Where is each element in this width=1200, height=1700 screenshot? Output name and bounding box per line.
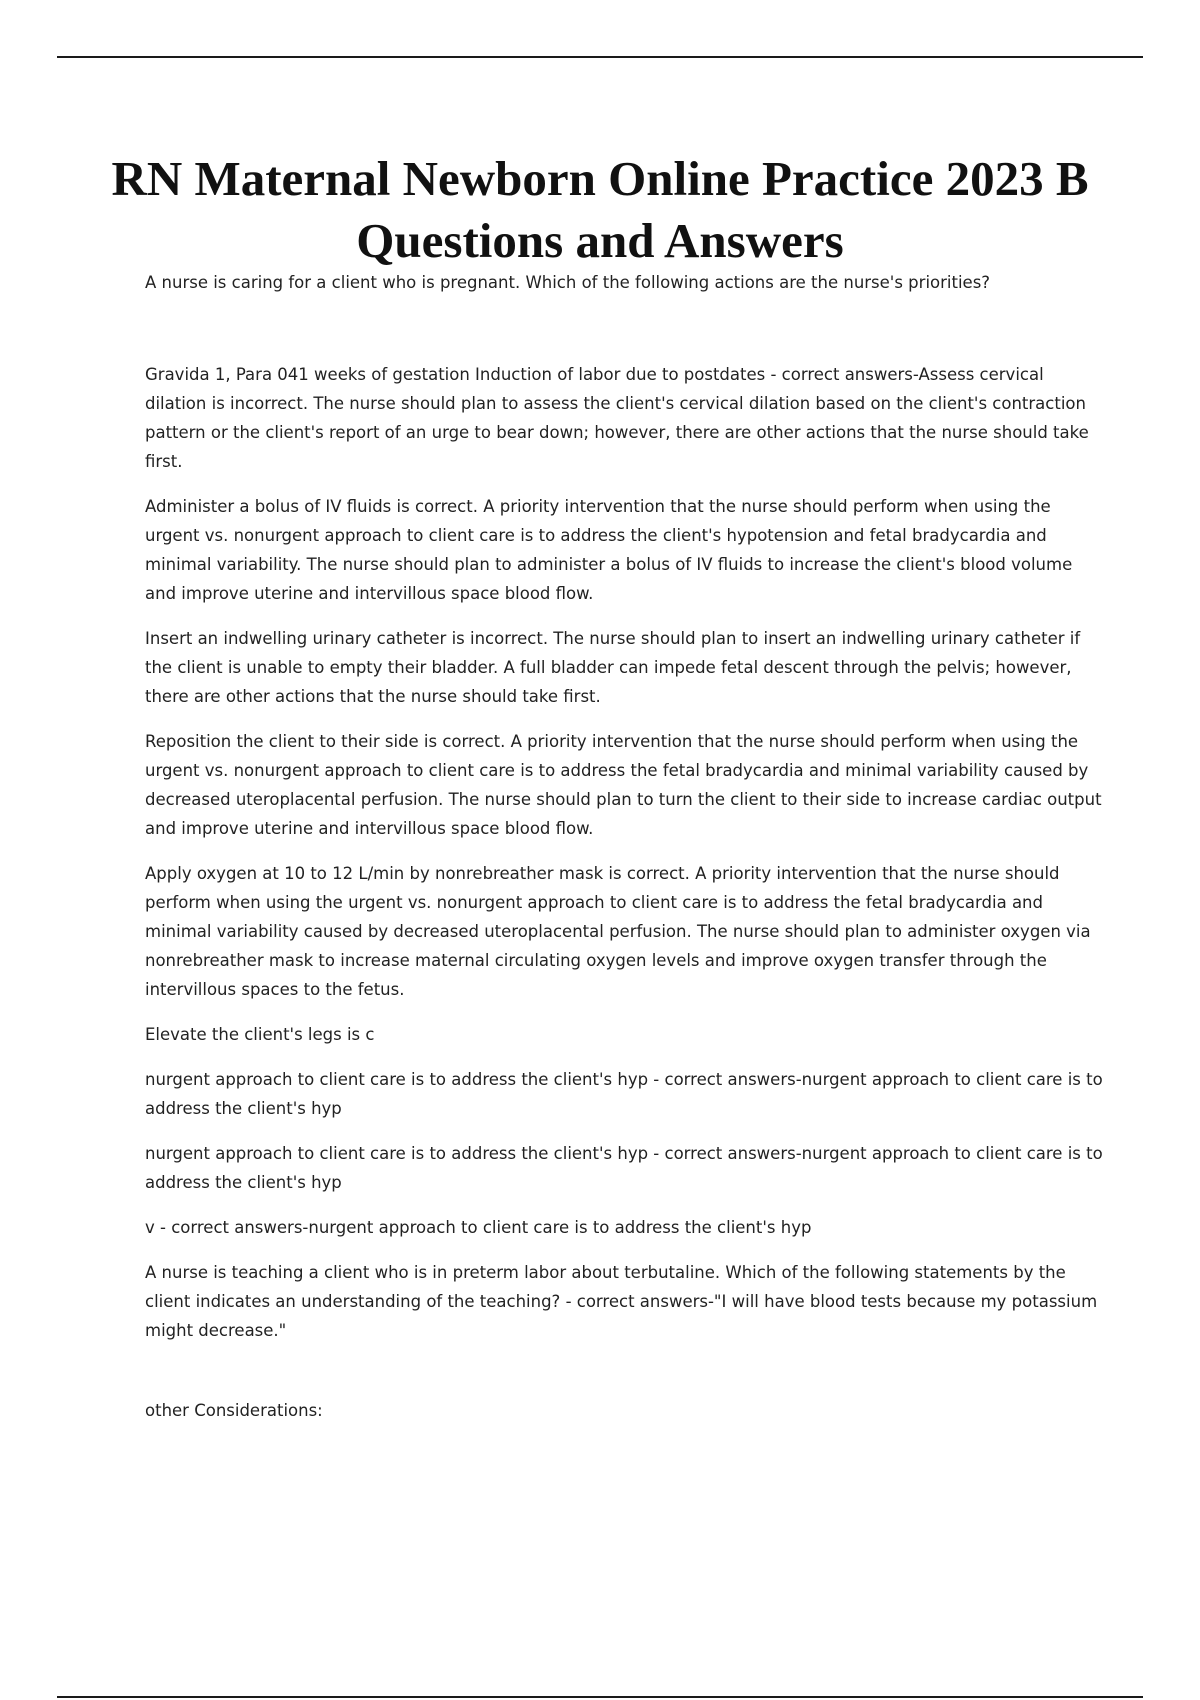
answer-paragraph: Gravida 1, Para 041 weeks of gestation Induction of labor due to postdates - correct answers-Assess cervical dilation is incorrect. The nurse should plan to assess the client's cervical dilation based on the client's contraction pattern or the client's report of an urge to bear down; however, there are other actions that the nurse should take first. (145, 365, 1089, 471)
answer-paragraph: Administer a bolus of IV fluids is correct. A priority intervention that the nurse should perform when using the urgent vs. nonurgent approach to client care is to address the client's hypotension and fetal bradycardia and minimal variability. The nurse should plan to administer a bolus of IV fluids to increase the client's blood volume and improve uterine and intervillous space blood flow. (145, 497, 1073, 603)
question-text: A nurse is caring for a client who is pregnant. Which of the following actions are the nurse's priorities? (145, 273, 991, 292)
document-body (145, 268, 1105, 1441)
answer-paragraph: nurgent approach to client care is to address the client's hyp - correct answers-nurgent approach to client care is to address the client's hyp (145, 1070, 1103, 1118)
answer-paragraph: Elevate the client's legs is c (145, 1025, 375, 1044)
answer-paragraph: Reposition the client to their side is correct. A priority intervention that the nurse should perform when using the urgent vs. nonurgent approach to client care is to address the fetal bradycardia and minimal variability caused by decreased uteroplacental perfusion. The nurse should plan to turn the client to their side to increase cardiac output and improve uterine and intervillous space blood flow. (145, 732, 1102, 838)
question-answer-paragraph: A nurse is teaching a client who is in preterm labor about terbutaline. Which of the following statements by the client indicates an understanding of the teaching? - correct answers-"I will have blood tests because my potassium might decrease." (145, 1263, 1098, 1340)
header-rule (57, 56, 1143, 58)
answer-paragraph: Insert an indwelling urinary catheter is incorrect. The nurse should plan to insert an indwelling urinary catheter if the client is unable to empty their bladder. A full bladder can impede fetal descent through the pelvis; however, there are other actions that the nurse should take first. (145, 629, 1081, 706)
answer-paragraph: nurgent approach to client care is to address the client's hyp - correct answers-nurgent approach to client care is to address the client's hyp (145, 1144, 1103, 1192)
other-considerations-label: other Considerations: (145, 1401, 323, 1420)
answer-paragraph: v - correct answers-nurgent approach to client care is to address the client's hyp (145, 1218, 812, 1237)
answer-paragraph: Apply oxygen at 10 to 12 L/min by nonrebreather mask is correct. A priority intervention that the nurse should perform when using the urgent vs. nonurgent approach to client care is to address the fetal bradycardia and minimal variability caused by decreased uteroplacental perfusion. The nurse should plan to administer oxygen via nonrebreather mask to increase maternal circulating oxygen levels and improve oxygen transfer through the intervillous spaces to the fetus. (145, 864, 1091, 999)
document-title: RN Maternal Newborn Online Practice 2023 B Questions and Answers (111, 151, 1089, 268)
footer-rule (57, 1696, 1143, 1698)
